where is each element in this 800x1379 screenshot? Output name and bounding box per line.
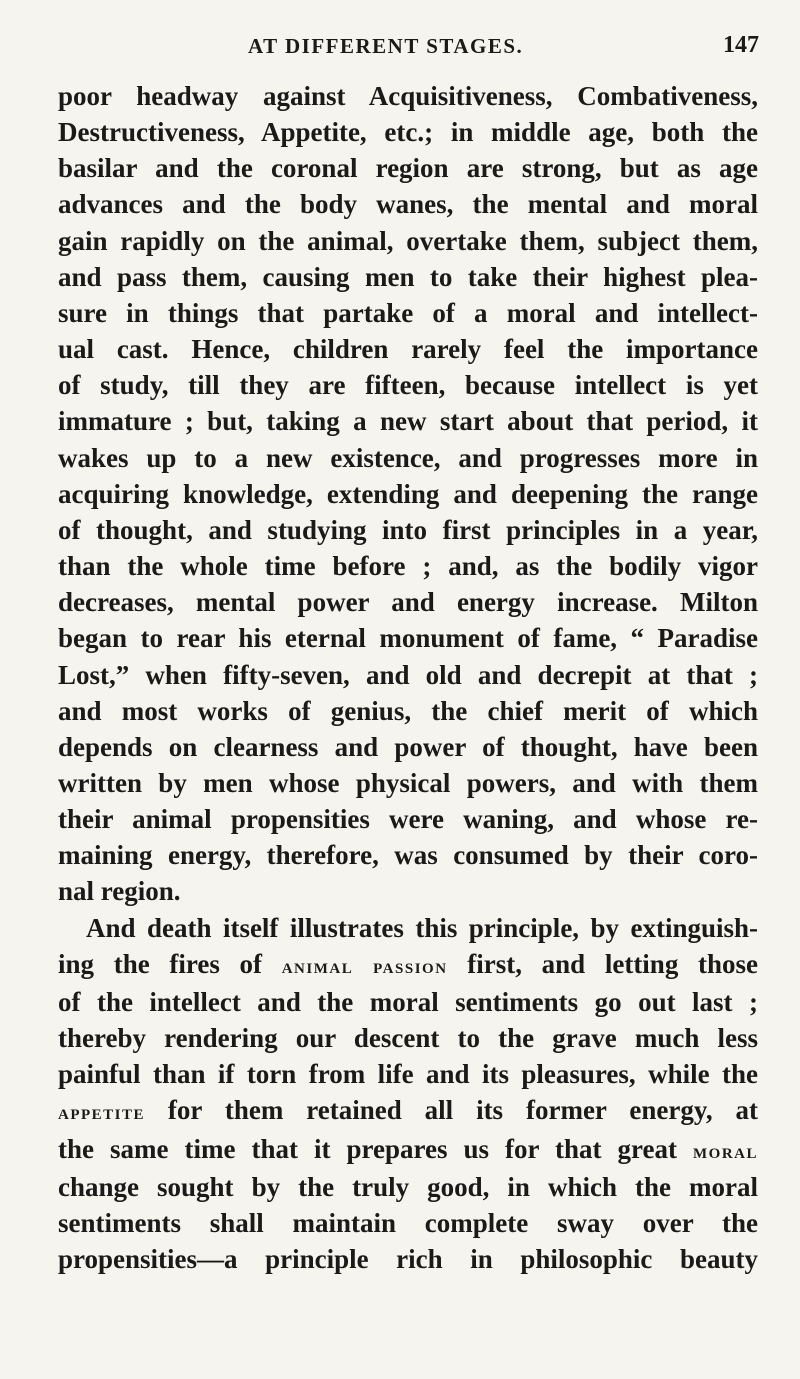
text-line: propensities—a principle rich in philosophic beauty — [58, 1244, 758, 1274]
text-line: acquiring knowledge, extending and deepening the range — [58, 478, 758, 509]
text-line: immature ; but, taking a new start about that period, it — [58, 406, 758, 437]
text-line: their animal propensities were waning, and whose re- — [58, 804, 758, 835]
body-text — [58, 78, 758, 1277]
text-line: advances and the body wanes, the mental and moral — [58, 189, 758, 220]
text-line: began to rear his eternal monument of fame, “ Paradise — [58, 623, 758, 654]
text-run: the same time that it prepares us for that great — [58, 1133, 693, 1164]
text-line: of the intellect and the moral sentiments go out last ; — [58, 986, 758, 1017]
text-line: painful than if torn from life and its pleasures, while the — [58, 1059, 758, 1090]
text-line: written by men whose physical powers, and with them — [58, 767, 758, 798]
text-line: sure in things that partake of a moral and intellect- — [58, 297, 758, 328]
text-line: of study, till they are fifteen, because intellect is yet — [58, 370, 758, 401]
text-line: basilar and the coronal region are strong, but as age — [58, 153, 758, 184]
text-line — [58, 946, 758, 984]
running-title: AT DIFFERENT STAGES. — [248, 34, 524, 58]
page-number: 147 — [723, 32, 759, 58]
text-line: poor headway against Acquisitiveness, Combativeness, — [58, 81, 758, 111]
text-line — [58, 1092, 758, 1130]
text-line — [58, 1131, 758, 1169]
text-line: maining energy, therefore, was consumed by their coro- — [58, 840, 758, 871]
text-line: sentiments shall maintain complete sway over the — [58, 1207, 758, 1238]
text-line: and most works of genius, the chief merit of which — [58, 695, 758, 726]
text-run: ing the fires of — [58, 948, 282, 979]
text-line: and pass them, causing men to take their highest plea- — [58, 261, 758, 292]
text-run: for them retained all its former energy, at — [145, 1095, 758, 1126]
text-line: nal region. — [58, 876, 181, 907]
text-line: Lost,” when fifty-seven, and old and decrepit at that ; — [58, 659, 758, 690]
small-caps-phrase: appetite — [58, 1099, 146, 1125]
text-line: thereby rendering our descent to the grave much less — [58, 1023, 758, 1054]
text-line: of thought, and studying into first principles in a year, — [58, 514, 758, 545]
running-head — [0, 34, 800, 74]
small-caps-phrase: animal passion — [281, 952, 448, 978]
text-line: depends on clearness and power of thought, have been — [58, 731, 758, 762]
text-line: ual cast. Hence, children rarely feel the importance — [58, 334, 758, 365]
text-line: decreases, mental power and energy increase. Milton — [58, 587, 758, 618]
paragraph-opening-line: And death itself illustrates this principle, by extinguish- — [86, 912, 758, 943]
text-line: Destructiveness, Appetite, etc.; in middle age, both the — [58, 117, 758, 148]
text-line: gain rapidly on the animal, overtake them, subject them, — [58, 225, 758, 256]
small-caps-phrase: moral — [693, 1137, 758, 1163]
text-line: than the whole time before ; and, as the bodily vigor — [58, 551, 758, 582]
text-line: wakes up to a new existence, and progresses more in — [58, 442, 758, 473]
text-line: change sought by the truly good, in which the moral — [58, 1171, 758, 1202]
text-run: first, and letting those — [447, 948, 759, 979]
